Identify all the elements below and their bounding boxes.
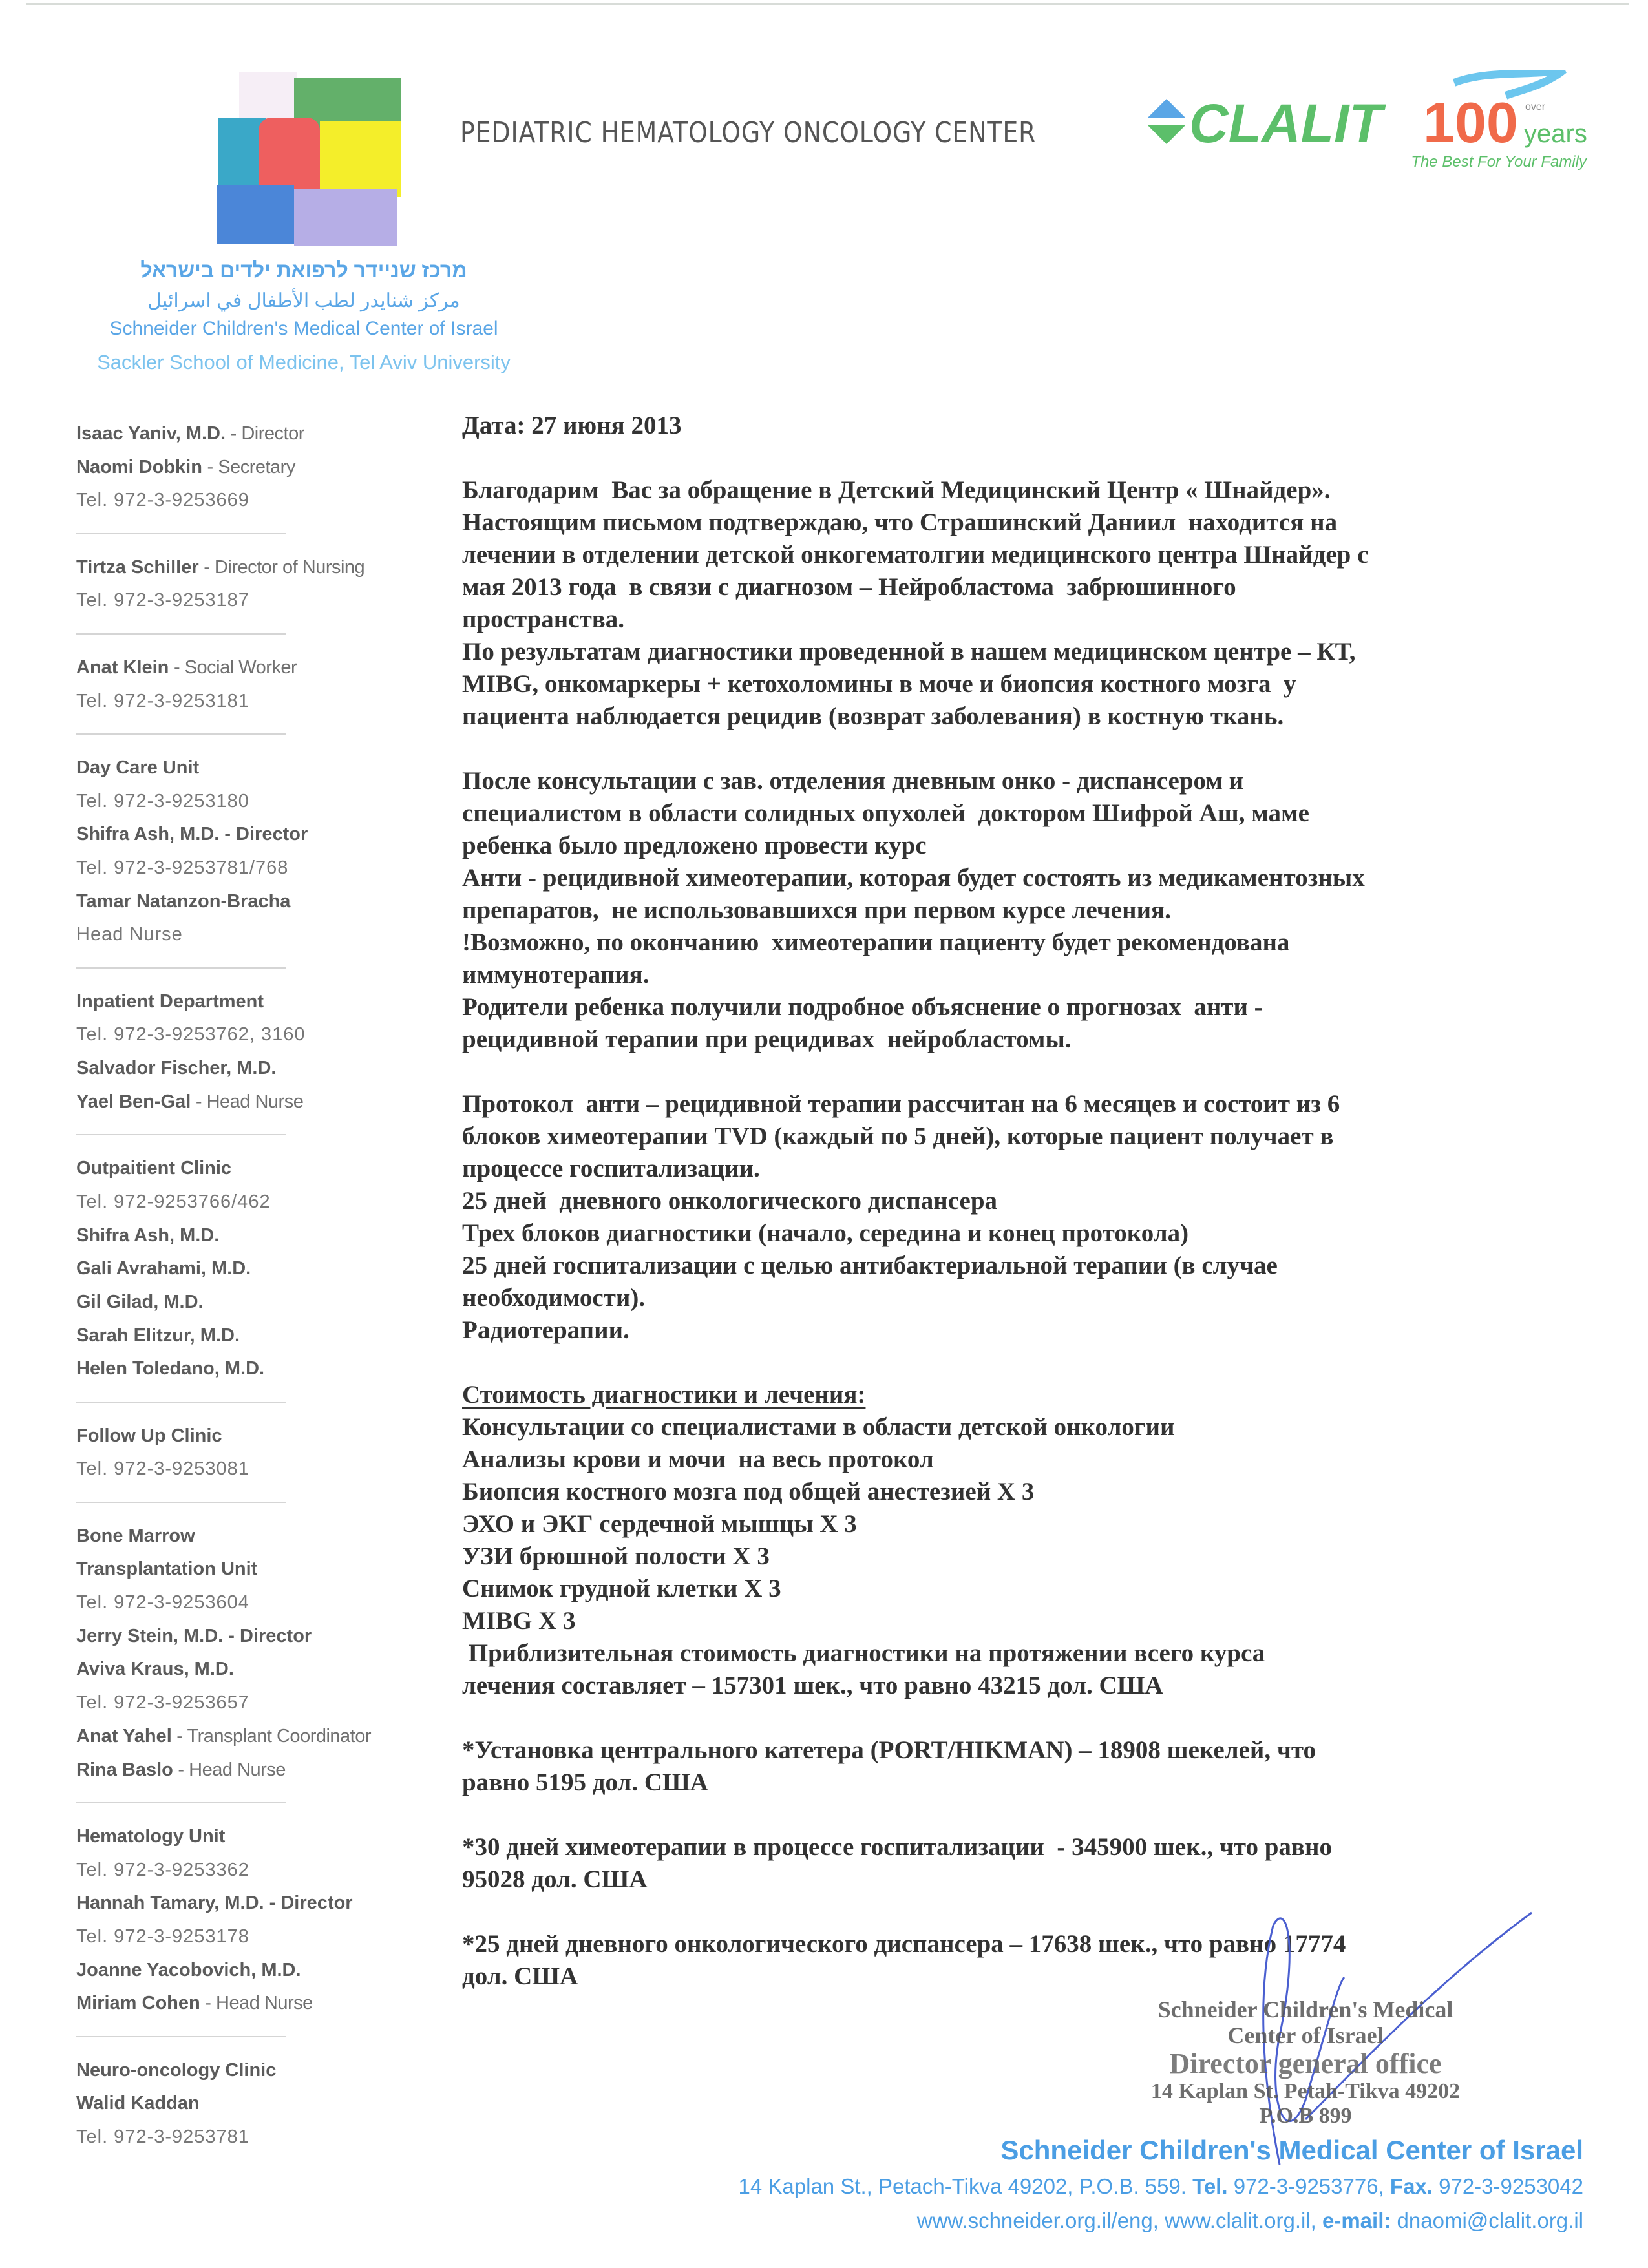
letter-line	[462, 1734, 1625, 1767]
staff-name: Hannah Tamary, M.D. - Director	[76, 1893, 353, 1914]
clalit-years: years	[1524, 120, 1587, 148]
letter-text: Консультации со специалистами в области детской онкологии	[462, 1413, 1175, 1441]
divider	[76, 952, 445, 985]
staff-contact: Tel. 972-3-9253657	[76, 1692, 249, 1714]
blank-line	[462, 733, 1625, 765]
staff-entry	[76, 417, 445, 451]
divider	[76, 2021, 445, 2054]
letter-line	[462, 1411, 1625, 1444]
cost-heading	[462, 1379, 1625, 1411]
staff-entry	[76, 1987, 445, 2021]
staff-contact: Tel. 972-3-9253181	[76, 690, 249, 711]
footer-email-label: e-mail:	[1322, 2209, 1391, 2232]
staff-entry	[76, 1252, 445, 1286]
footer-contacts	[739, 2205, 1583, 2237]
staff-entry	[76, 1754, 445, 1787]
letter-text: *30 дней химеотерапии в процессе госпитализации - 345900 шек., что равно	[462, 1833, 1332, 1861]
letter-text: препаратов, не использовавшихся при первом курсе лечения.	[462, 896, 1171, 924]
clalit-arrow-down-icon	[1147, 125, 1186, 144]
letter-line	[462, 927, 1625, 959]
letter-text: мая 2013 года в связи с диагнозом – Нейробластома забрюшинного	[462, 573, 1236, 601]
letter-text: лечения составляет – 157301 шек., что равно 43215 дол. США	[462, 1672, 1163, 1699]
divider	[76, 1486, 445, 1520]
puzzle-logo	[217, 72, 401, 246]
staff-name: Tamar Natanzon-Bracha	[76, 890, 291, 912]
stamp-line: Center of Israel	[1227, 2022, 1384, 2048]
staff-entry	[76, 651, 445, 685]
staff-entry	[76, 1219, 445, 1253]
blank-line	[462, 1799, 1625, 1831]
blank-line	[462, 1702, 1625, 1734]
clalit-100: 100	[1423, 90, 1518, 154]
footer-tel: 972-3-9253776,	[1233, 2174, 1384, 2198]
staff-entry	[76, 1720, 445, 1754]
divider	[76, 1386, 445, 1420]
letter-line	[462, 1444, 1625, 1476]
letter-line	[462, 604, 1625, 636]
letter-text: иммунотерапия.	[462, 961, 650, 989]
staff-entry	[76, 451, 445, 485]
stamp-line: Director general office	[1169, 2048, 1442, 2079]
letter-line	[462, 894, 1625, 927]
staff-entry	[76, 1520, 445, 1553]
staff-name: Anat Klein	[76, 656, 169, 678]
letter-text: !Возможно, по окончанию химеотерапии пациенту будет рекомендована	[462, 929, 1290, 956]
letter-text: Благодарим Вас за обращение в Детский Медицинский Центр « Шнайдер».	[462, 476, 1331, 504]
letter-line	[462, 1024, 1625, 1056]
staff-entry	[76, 1352, 445, 1386]
staff-name: Rina Baslo	[76, 1759, 173, 1780]
staff-contact: Tel. 972-3-9253187	[76, 590, 249, 611]
staff-name: Naomi Dobkin	[76, 456, 202, 478]
letter-line	[462, 1088, 1625, 1120]
staff-name: Tirtza Schiller	[76, 556, 199, 578]
letter-line	[462, 765, 1625, 797]
staff-contact: Tel. 972-3-9253669	[76, 490, 249, 511]
staff-name: Sarah Elitzur, M.D.	[76, 1325, 240, 1346]
staff-contact: Tel. 972-3-9253781	[76, 2126, 249, 2148]
footer-org-name: Schneider Children's Medical Center of Israel	[1000, 2135, 1583, 2165]
staff-name: Gali Avrahami, M.D.	[76, 1258, 251, 1279]
staff-entry	[76, 1152, 445, 1186]
staff-name: Hematology Unit	[76, 1825, 226, 1847]
staff-name: Gil Gilad, M.D.	[76, 1291, 204, 1312]
letter-text: Настоящим письмом подтверждаю, что Страшинский Даниил находится на	[462, 509, 1338, 536]
letter-text: *25 дней дневного онкологического диспансера – 17638 шек., что равно 17774	[462, 1930, 1346, 1958]
divider	[76, 1787, 445, 1820]
letter-text: пространства.	[462, 605, 625, 633]
letter-line	[462, 1476, 1625, 1508]
staff-role: - Head Nurse	[191, 1091, 304, 1112]
staff-entry	[76, 1887, 445, 1920]
letter-line	[462, 1831, 1625, 1864]
staff-entry	[76, 1553, 445, 1586]
clalit-tagline: The Best For Your Family	[1411, 153, 1587, 171]
letter-line	[462, 1540, 1625, 1573]
letter-text: пациента наблюдается рецидив (возврат заболевания) в костную ткань.	[462, 702, 1284, 730]
letter-line	[462, 1153, 1625, 1185]
clalit-arrow-up-icon	[1147, 99, 1186, 118]
letter-text: блоков химеотерапии TVD (каждый по 5 дней), которые пациент получает в	[462, 1122, 1334, 1150]
scan-edge-line	[26, 3, 1629, 5]
letter-line	[462, 507, 1625, 539]
footer-websites[interactable]: www.schneider.org.il/eng, www.clalit.org.il,	[916, 2209, 1316, 2232]
letter-line	[462, 1767, 1625, 1799]
letter-text: рецидивной терапии при рецидивах нейробластомы.	[462, 1025, 1072, 1053]
puzzle-piece-yellow	[320, 121, 401, 197]
letter-line	[462, 991, 1625, 1024]
puzzle-piece-blue	[217, 185, 294, 244]
staff-entry	[76, 985, 445, 1019]
letter-text: лечении в отделении детской онкогематолгии медицинского центра Шнайдер с	[462, 541, 1369, 569]
staff-name: Walid Kaddan	[76, 2093, 200, 2114]
footer-email[interactable]: dnaomi@clalit.org.il	[1397, 2209, 1583, 2232]
staff-entry	[76, 1420, 445, 1453]
letter-text: *Установка центрального катетера (PORT/HIKMAN) – 18908 шекелей, что	[462, 1736, 1316, 1764]
staff-contact: Tel. 972-3-9253781/768	[76, 857, 289, 878]
staff-entry	[76, 1653, 445, 1686]
letter-line	[462, 474, 1625, 507]
letter-text: ЭХО и ЭКГ сердечной мышцы X 3	[462, 1510, 857, 1538]
divider	[76, 618, 445, 651]
staff-role: - Head Nurse	[173, 1759, 286, 1780]
letter-body	[462, 410, 1625, 1993]
university-affiliation: Sackler School of Medicine, Tel Aviv University	[97, 351, 511, 373]
staff-name: Aviva Kraus, M.D.	[76, 1659, 234, 1680]
letter-line	[462, 1508, 1625, 1540]
letter-text: УЗИ брюшной полости X 3	[462, 1542, 770, 1570]
staff-contact: Tel. 972-3-9253081	[76, 1458, 249, 1480]
staff-name: Yael Ben-Gal	[76, 1091, 191, 1112]
letter-text: Протокол анти – рецидивной терапии рассчитан на 6 месяцев и состоит из 6	[462, 1090, 1340, 1118]
staff-entry	[76, 885, 445, 919]
blank-line	[462, 1347, 1625, 1379]
staff-entry	[76, 2054, 445, 2088]
letter-text: 95028 дол. США	[462, 1865, 648, 1893]
clalit-logo	[1144, 70, 1590, 173]
letter-text: MIBG, онкомаркеры + кетохоломины в моче и биопсия костного мозга у	[462, 670, 1296, 698]
staff-name: Joanne Yacobovich, M.D.	[76, 1959, 301, 1980]
blank-line	[462, 1056, 1625, 1088]
staff-contact: Tel. 972-3-9253762, 3160	[76, 1024, 306, 1045]
stamp-line: Schneider Children's Medical	[1157, 1997, 1453, 2022]
letter-line	[462, 1120, 1625, 1153]
staff-contact: Head Nurse	[76, 924, 183, 945]
letter-line	[462, 1217, 1625, 1250]
letter-text: Анализы крови и мочи на весь протокол	[462, 1445, 934, 1473]
staff-name: Inpatient Department	[76, 991, 264, 1012]
letter-line	[462, 1670, 1625, 1702]
staff-entry	[76, 751, 445, 785]
letterhead-footer	[739, 2132, 1583, 2237]
org-name-english: Schneider Children's Medical Center of Israel	[109, 318, 498, 339]
letter-line	[462, 571, 1625, 604]
footer-fax: 972-3-9253042	[1439, 2174, 1583, 2198]
letter-text: необходимости).	[462, 1284, 646, 1312]
staff-name: Neuro-oncology Clinic	[76, 2059, 277, 2081]
letter-text: Приблизительная стоимость диагностики на протяжении всего курса	[462, 1639, 1265, 1667]
official-stamp	[1086, 1997, 1525, 2128]
blank-line	[462, 442, 1625, 474]
footer-address	[739, 2168, 1583, 2205]
clalit-over: over	[1525, 101, 1546, 112]
staff-contact: Tel. 972-3-9253604	[76, 1592, 249, 1613]
letter-text: Дата: 27 июня 2013	[462, 412, 682, 439]
footer-street: 14 Kaplan St., Petach-Tikva 49202, P.O.B. 559.	[738, 2174, 1187, 2198]
staff-name: Shifra Ash, M.D. - Director	[76, 824, 308, 845]
staff-contact: Tel. 972-3-9253362	[76, 1859, 249, 1880]
letter-line	[462, 1573, 1625, 1605]
letter-line	[462, 797, 1625, 830]
staff-entry	[76, 1820, 445, 1854]
letter-text: 25 дней дневного онкологического диспансера	[462, 1187, 998, 1215]
staff-role: - Transplant Coordinator	[171, 1725, 372, 1747]
footer-tel-label: Tel.	[1192, 2174, 1228, 2198]
staff-name: Bone Marrow	[76, 1525, 195, 1546]
staff-name: Helen Toledano, M.D.	[76, 1358, 265, 1380]
staff-name: Jerry Stein, M.D. - Director	[76, 1625, 312, 1646]
staff-contact: Tel. 972-3-9253178	[76, 1926, 249, 1947]
org-name-hebrew: מרכז שניידר לרפואת ילדים בישראל	[140, 258, 467, 282]
stamp-line: P.O.B 899	[1259, 2104, 1352, 2128]
letter-text: По результатам диагностики проведенной в нашем медицинском центре – КТ,	[462, 638, 1356, 666]
staff-entry	[76, 2087, 445, 2121]
divider	[76, 1118, 445, 1152]
divider	[76, 518, 445, 551]
staff-name: Salvador Fischer, M.D.	[76, 1058, 277, 1079]
letter-text: Снимок грудной клетки X 3	[462, 1575, 781, 1602]
letter-line	[462, 862, 1625, 894]
stamp-line: 14 Kaplan St. Petah-Tikva 49202	[1150, 2079, 1461, 2103]
letter-text: Биопсия костного мозга под общей анестезией X 3	[462, 1478, 1035, 1506]
footer-fax-label: Fax.	[1389, 2174, 1433, 2198]
staff-name: Miriam Cohen	[76, 1993, 200, 2014]
letter-line	[462, 539, 1625, 571]
letter-line	[462, 700, 1625, 733]
staff-name: Anat Yahel	[76, 1725, 172, 1747]
divider	[76, 718, 445, 751]
staff-role: - Head Nurse	[200, 1993, 313, 2014]
letter-line	[462, 1185, 1625, 1217]
staff-contact: Tel. 972-9253766/462	[76, 1191, 271, 1212]
letter-text: Анти - рецидивной химеотерапии, которая будет состоять из медикаментозных	[462, 864, 1365, 892]
letter-line	[462, 636, 1625, 668]
letter-line	[462, 1605, 1625, 1637]
letter-line	[462, 1637, 1625, 1670]
staff-name: Shifra Ash, M.D.	[76, 1224, 220, 1246]
staff-name: Follow Up Clinic	[76, 1425, 222, 1446]
letter-text: дол. США	[462, 1962, 578, 1990]
letter-text: 25 дней госпитализации с целью антибактериальной терапии (в случае	[462, 1252, 1278, 1279]
staff-entry	[76, 1086, 445, 1119]
letter-line	[462, 1282, 1625, 1314]
letter-text: процессе госпитализации.	[462, 1155, 760, 1182]
letter-text: Радиотерапии.	[462, 1316, 629, 1344]
letter-text: Родители ребенка получили подробное объяснение о прогнозах анти -	[462, 993, 1263, 1021]
staff-name: Outpaitient Clinic	[76, 1158, 232, 1179]
staff-contact: Tel. 972-3-9253180	[76, 790, 249, 812]
letter-text: После консультации с зав. отделения дневным онко - диспансером и	[462, 767, 1244, 795]
puzzle-piece-lavender	[294, 189, 397, 246]
staff-role: - Director of Nursing	[198, 556, 365, 578]
letter-text: ребенка было предложено провести курс	[462, 832, 927, 859]
staff-directory	[76, 417, 445, 2154]
letter-line	[462, 1250, 1625, 1282]
letter-text: MIBG X 3	[462, 1607, 576, 1635]
staff-role: - Social Worker	[169, 656, 297, 678]
letter-text: специалистом в области солидных опухолей доктором Шифрой Аш, маме	[462, 799, 1309, 827]
staff-role: - Director	[226, 423, 304, 444]
staff-entry	[76, 1954, 445, 1988]
letter-line	[462, 959, 1625, 991]
letter-line	[462, 410, 1625, 442]
letter-line	[462, 668, 1625, 700]
staff-entry	[76, 1052, 445, 1086]
staff-entry	[76, 1319, 445, 1353]
letter-text: Трех блоков диагностики (начало, середина и конец протокола)	[462, 1219, 1189, 1247]
letter-line	[462, 1864, 1625, 1896]
letter-text: Стоимость диагностики и лечения:	[462, 1381, 866, 1409]
staff-entry	[76, 551, 445, 585]
staff-entry	[76, 1286, 445, 1319]
staff-entry	[76, 818, 445, 852]
staff-name: Transplantation Unit	[76, 1559, 258, 1580]
clalit-brand: CLALIT	[1189, 93, 1382, 154]
letter-line	[462, 1314, 1625, 1347]
org-name-arabic: مركز شنايدر لطب الأطفال في اسرائيل	[147, 290, 460, 311]
staff-role: - Secretary	[202, 456, 295, 478]
letter-line	[462, 830, 1625, 862]
staff-name: Isaac Yaniv, M.D.	[76, 423, 226, 444]
letter-text: равно 5195 дол. США	[462, 1769, 708, 1796]
staff-entry	[76, 1620, 445, 1654]
staff-name: Day Care Unit	[76, 757, 200, 778]
center-title: PEDIATRIC HEMATOLOGY ONCOLOGY CENTER	[460, 116, 1037, 149]
